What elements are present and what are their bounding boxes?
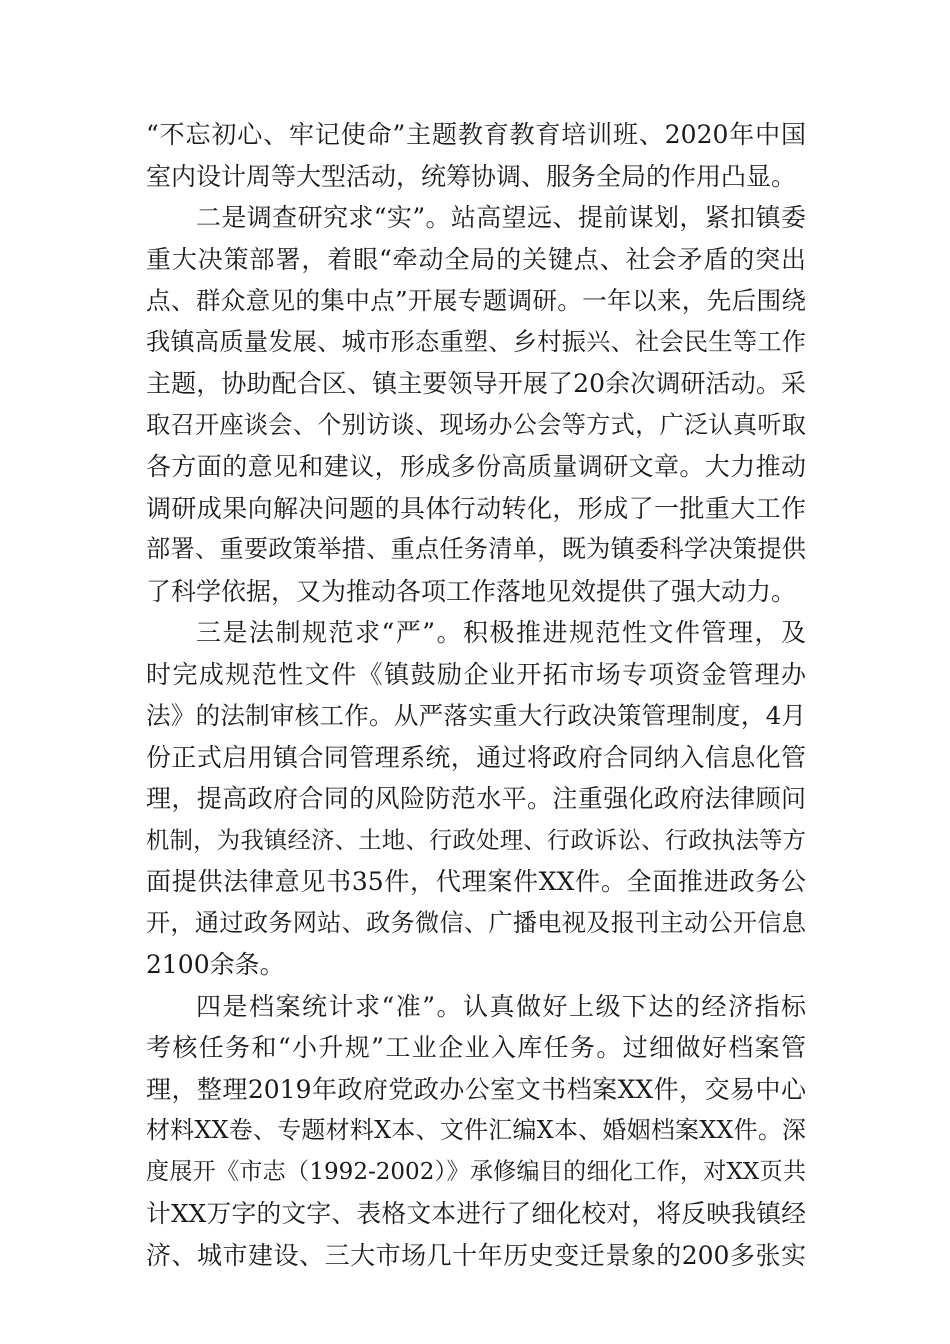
text-line: 我镇高质量发展、城市形态重塑、乡村振兴、社会民生等工作 <box>146 327 806 356</box>
paragraph-heading-line: 四是档案统计求“准”。认真做好上级下达的经济指标 <box>196 991 806 1021</box>
text-line: “不忘初心、牢记使命”主题教育教育培训班、2020年中国 <box>146 120 806 149</box>
text-line: 取召开座谈会、个别访谈、现场办公会等方式，广泛认真听取 <box>146 410 806 439</box>
text-line: 法》的法制审核工作。从严落实重大行政决策管理制度，4月 <box>146 701 806 730</box>
text-line: 面提供法律意见书35件，代理案件XX件。全面推进政务公 <box>146 867 806 896</box>
text-line: 点、群众意见的集中点”开展专题调研。一年以来，先后围绕 <box>146 286 806 315</box>
text-line: 时完成规范性文件《镇鼓励企业开拓市场专项资金管理办 <box>146 659 806 689</box>
text-line: 份正式启用镇合同管理系统，通过将政府合同纳入信息化管 <box>146 742 806 772</box>
text-line: 开，通过政务网站、政务微信、广播电视及报刊主动公开信息 <box>146 908 806 937</box>
text-line: 2100余条。 <box>146 950 285 979</box>
text-line: 济、城市建设、三大市场几十年历史变迁景象的200多张实 <box>146 1240 806 1270</box>
text-line: 机制，为我镇经济、土地、行政处理、行政诉讼、行政执法等方 <box>146 825 806 854</box>
text-line: 室内设计周等大型活动，统筹协调、服务全局的作用凸显。 <box>146 161 797 191</box>
text-line: 计XX万字的文字、表格文本进行了细化校对，将反映我镇经 <box>146 1199 806 1228</box>
text-line: 度展开《市志（1992-2002）》承修编目的细化工作，对XX页共 <box>146 1158 806 1185</box>
text-line: 调研成果向解决问题的具体行动转化，形成了一批重大工作 <box>146 493 806 523</box>
text-line: 材料XX卷、专题材料X本、文件汇编X本、婚姻档案XX件。深 <box>146 1116 806 1144</box>
body-text <box>146 114 806 1276</box>
paragraph-heading-line: 二是调查研究求“实”。站高望远、提前谋划，紧扣镇委 <box>196 203 806 232</box>
text-line: 了科学依据，又为推动各项工作落地见效提供了强大动力。 <box>146 576 797 606</box>
text-line: 考核任务和“小升规”工业企业入库任务。过细做好档案管 <box>146 1033 806 1062</box>
text-line: 部署、重要政策举措、重点任务清单，既为镇委科学决策提供 <box>146 535 806 563</box>
text-line: 各方面的意见和建议，形成多份高质量调研文章。大力推动 <box>146 452 806 481</box>
text-line: 主题，协助配合区、镇主要领导开展了20余次调研活动。采 <box>146 369 806 398</box>
text-line: 重大决策部署，着眼“牵动全局的关键点、社会矛盾的突出 <box>146 244 806 274</box>
paragraph-heading-line: 三是法制规范求“严”。积极推进规范性文件管理，及 <box>196 618 806 647</box>
text-line: 理，提高政府合同的风险防范水平。注重强化政府法律顾问 <box>146 784 806 813</box>
text-line: 理，整理2019年政府党政办公室文书档案XX件，交易中心 <box>146 1074 806 1104</box>
